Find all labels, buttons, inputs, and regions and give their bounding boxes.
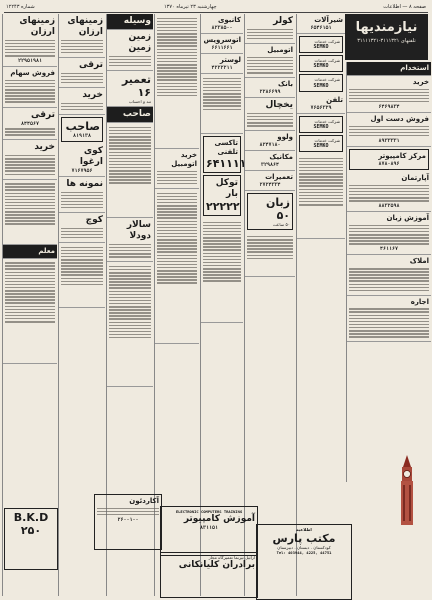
ad-kuler[interactable]: کولر	[245, 14, 295, 44]
page-header	[4, 3, 428, 13]
ad-vasileh[interactable]: وسیله	[107, 14, 153, 30]
ad-tavakol[interactable]: توکل بار ۲۲۲۲۲	[203, 175, 241, 216]
ad-salah[interactable]: سالار دودلا	[107, 218, 153, 262]
ad-kooy[interactable]: کوی ارغوا ۷۱۶۷۹۵۶	[59, 144, 105, 177]
ad-filler-3	[59, 243, 105, 308]
ad-tamirat[interactable]: تعمیرات ۲۷۲۴۳۳۴	[245, 171, 295, 191]
ad-kalyankani[interactable]: ارائیل تیرنما تعمیرگاه مجاز برادران کلیانکانی	[160, 552, 258, 598]
ad-semko-2[interactable]: شرکت خدمات SEMKO	[299, 55, 343, 72]
ad-akarde-on[interactable]: آکاردئون ۲۶۰۰۱۰۰	[94, 494, 162, 550]
ad-tamir16[interactable]: تعمیر ۱۶ تند و احساب	[107, 71, 153, 107]
ad-maktab-pars[interactable]: اطلاعیه مکتب پارس کودکستان . دبستان . دبیرستان Tel: 403944, 4225, 44751	[256, 524, 352, 600]
ad-volvo[interactable]: ولوو ۸۲۴۷۱۸۰	[245, 131, 295, 151]
ad-tarafi-2[interactable]: ترقی	[59, 58, 105, 88]
ad-shirallat[interactable]: شیرآلات ۶۵۴۶۱۵۱	[297, 14, 345, 34]
ad-computer-training[interactable]: ELECTRONIC COMPUTERS TRAINING آموزش کامپیوتر ۸۳۱۱۵۱	[160, 506, 258, 556]
header-date: چهارشنبه ۲۳ تیرماه ۱۳۷۰	[164, 4, 217, 10]
ad-namaz[interactable]: نمونه ها	[59, 177, 105, 213]
ad-zaban[interactable]: آموزش زبان ۴۶۱۱۶۷	[347, 212, 431, 255]
ad-taksi[interactable]: تاکسی تلفنی ۶۴۱۱۱۱	[203, 136, 241, 173]
ad-forush-dast-aval[interactable]: فروش دست اول ۸۹۳۳۳۳۱	[347, 113, 431, 147]
ad-zamin-zamin[interactable]: زمین زمین	[107, 30, 153, 71]
ad-semko-1[interactable]: شرکت خدمات SEMKO	[299, 36, 343, 53]
ad-filler-10	[245, 232, 295, 277]
ad-filler-2	[3, 259, 57, 364]
ad-apartment[interactable]: آپارتمان ۸۸۳۲۵۹۸	[347, 172, 431, 212]
ad-tarafi[interactable]: ترقی ۸۴۴۵۶۷	[3, 108, 57, 141]
ad-filler-9	[201, 218, 243, 323]
ad-filler-11	[297, 154, 345, 239]
ad-filler-1	[3, 180, 57, 245]
ad-zamin[interactable]: زمینهای ارزان ۲۲۹۵۱۹۸۱	[3, 14, 57, 67]
ad-bank[interactable]: بانک ۲۲۸۶۶۹۹	[245, 78, 295, 98]
ad-filler-5	[107, 262, 153, 387]
ad-ejareh[interactable]: اجاره	[347, 296, 431, 343]
ad-telefon[interactable]: تلفن ۷۶۵۶۳۲۹	[297, 94, 345, 114]
ad-forush-sahaf[interactable]: فروش سهام	[3, 67, 57, 107]
ad-semko-5[interactable]: شرکت خدمات SEMKO	[299, 135, 343, 152]
ad-kharid-1[interactable]: خرید ۶۴۶۹۸۳۴	[347, 76, 431, 113]
ad-semko-4[interactable]: شرکت خدمات SEMKO	[299, 116, 343, 133]
header-page: صفحه ۸ — اطلاعات	[383, 4, 426, 10]
ad-filler-6	[155, 14, 199, 149]
ad-zaban50[interactable]: زبان ۵۰ ۵۰ ساعت	[247, 193, 293, 230]
ad-semko-3[interactable]: شرکت خدمات SEMKO	[299, 74, 343, 91]
ad-filler-7	[155, 189, 199, 344]
bottom-ads	[0, 486, 432, 596]
ad-computer-center[interactable]: مرکز کامپیوتر ۸۷۸۰۸۹۶	[349, 149, 429, 170]
ad-kharid-otomobil[interactable]: خرید اتومبیل	[155, 149, 199, 189]
ad-sahab[interactable]: صاحب ۸۱۹۱۳۸	[61, 117, 103, 142]
ad-filler-4	[107, 123, 153, 218]
ad-amlak[interactable]: املاک	[347, 255, 431, 295]
header-issue: شماره ۱۲۲۴۳	[6, 4, 35, 10]
ad-kharid[interactable]: خرید	[3, 140, 57, 179]
ad-otoservis[interactable]: اتوسرویس ۶۶۱۱۶۶۱	[201, 34, 243, 54]
section-estekhdam: استخدام	[347, 62, 431, 76]
ad-sahab-inv-2[interactable]: صاحب	[107, 107, 153, 123]
ad-filler-8	[201, 74, 243, 134]
ad-sahab-inv[interactable]: معلم	[3, 245, 57, 259]
ad-zamin-2[interactable]: زمینهای ارزان	[59, 14, 105, 58]
ad-kuj[interactable]: کوچ	[59, 213, 105, 243]
column-8	[346, 62, 431, 482]
ad-bkd[interactable]: B.K.D ۲۵۰	[4, 508, 58, 570]
ad-luster[interactable]: لوستر ۴۲۲۲۲۱۱	[201, 54, 243, 74]
ad-kanboy[interactable]: کانبوی ۸۲۳۸۵۰۰	[201, 14, 243, 34]
ad-mekanik[interactable]: مکانیک ۳۲۹۸۶۴	[245, 151, 295, 171]
masthead-banner: نیازمندیها تلفنهای ۳۱۱۱۳۲۱-۳۱۱۱۱۳۲۱	[345, 14, 428, 60]
ad-otomobil[interactable]: اتومبیل	[245, 44, 295, 78]
ad-kharid-2[interactable]: خرید	[59, 88, 105, 115]
ad-yakhchal[interactable]: یخچال	[245, 98, 295, 131]
